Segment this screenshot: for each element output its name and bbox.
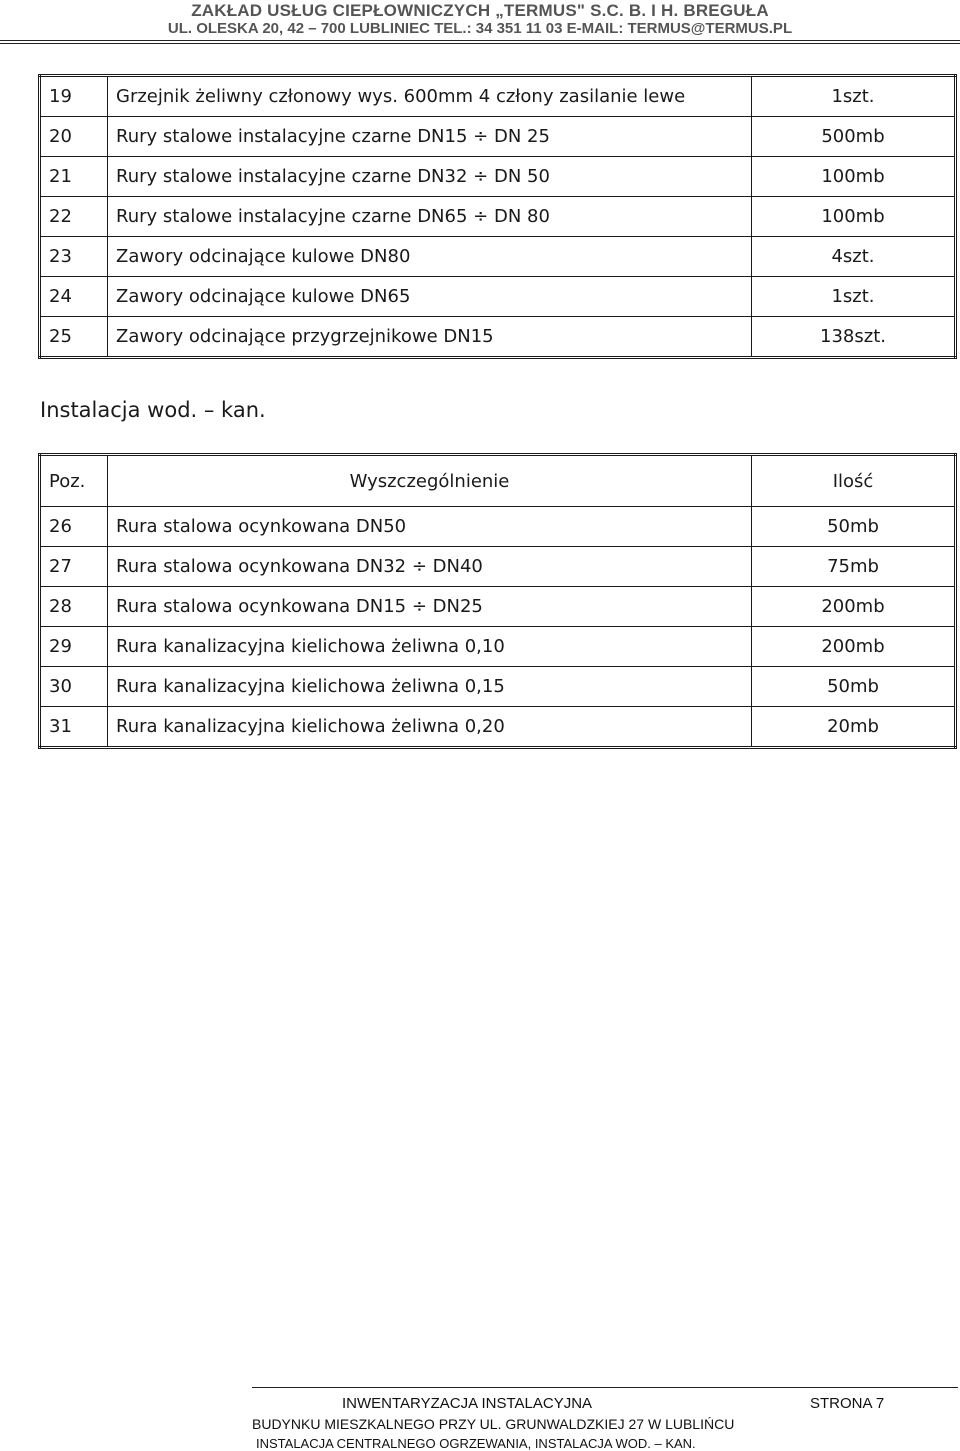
item-description: Rury stalowe instalacyjne czarne DN32 ÷ DN 50 [108, 157, 752, 197]
page-number: STRONA 7 [810, 1395, 885, 1412]
item-description: Rura stalowa ocynkowana DN32 ÷ DN40 [108, 547, 752, 587]
heating-items-table [38, 74, 957, 359]
item-quantity: 100mb [752, 197, 956, 237]
item-number: 24 [40, 277, 108, 317]
item-quantity: 75mb [752, 547, 956, 587]
item-quantity: 20mb [752, 707, 956, 748]
item-quantity: 200mb [752, 587, 956, 627]
column-header-description: Wyszczególnienie [108, 455, 752, 507]
footer-divider [252, 1387, 958, 1388]
footer-title: INWENTARYZACJA INSTALACYJNA [342, 1395, 593, 1412]
item-description: Zawory odcinające kulowe DN65 [108, 277, 752, 317]
item-description: Rura stalowa ocynkowana DN50 [108, 507, 752, 547]
item-number: 28 [40, 587, 108, 627]
item-number: 22 [40, 197, 108, 237]
item-number: 30 [40, 667, 108, 707]
item-description: Rura kanalizacyjna kielichowa żeliwna 0,20 [108, 707, 752, 748]
header-divider [0, 40, 960, 41]
item-description: Rura kanalizacyjna kielichowa żeliwna 0,10 [108, 627, 752, 667]
table-header-row [40, 455, 956, 507]
table-row [40, 317, 956, 358]
item-quantity: 4szt. [752, 237, 956, 277]
item-number: 21 [40, 157, 108, 197]
header-divider-secondary [0, 43, 960, 44]
table-row [40, 627, 956, 667]
item-description: Rury stalowe instalacyjne czarne DN65 ÷ DN 80 [108, 197, 752, 237]
item-number: 25 [40, 317, 108, 358]
item-quantity: 1szt. [752, 76, 956, 117]
table-row [40, 237, 956, 277]
column-header-quantity: Ilość [752, 455, 956, 507]
item-description: Zawory odcinające kulowe DN80 [108, 237, 752, 277]
item-quantity: 1szt. [752, 277, 956, 317]
item-quantity: 100mb [752, 157, 956, 197]
table-row [40, 157, 956, 197]
column-header-position: Poz. [40, 455, 108, 507]
table-row [40, 667, 956, 707]
item-number: 27 [40, 547, 108, 587]
item-number: 31 [40, 707, 108, 748]
page-footer [252, 1392, 958, 1451]
item-quantity: 200mb [752, 627, 956, 667]
table-row [40, 76, 956, 117]
company-name: ZAKŁAD USŁUG CIEPŁOWNICZYCH „TERMUS" S.C. B. I H. BREGUŁA [191, 1, 769, 20]
item-description: Grzejnik żeliwny członowy wys. 600mm 4 człony zasilanie lewe [108, 76, 752, 117]
water-sewage-items-table [38, 453, 957, 749]
item-number: 23 [40, 237, 108, 277]
item-number: 26 [40, 507, 108, 547]
item-number: 29 [40, 627, 108, 667]
table-row [40, 547, 956, 587]
table-row [40, 507, 956, 547]
page-header [0, 0, 960, 38]
table-row [40, 117, 956, 157]
item-description: Rura stalowa ocynkowana DN15 ÷ DN25 [108, 587, 752, 627]
item-quantity: 50mb [752, 507, 956, 547]
item-number: 20 [40, 117, 108, 157]
item-quantity: 50mb [752, 667, 956, 707]
item-description: Rury stalowe instalacyjne czarne DN15 ÷ DN 25 [108, 117, 752, 157]
item-description: Zawory odcinające przygrzejnikowe DN15 [108, 317, 752, 358]
table-row [40, 197, 956, 237]
item-quantity: 500mb [752, 117, 956, 157]
table-row [40, 277, 956, 317]
table-row [40, 587, 956, 627]
section-title: Instalacja wod. – kan. [40, 398, 266, 422]
footer-building: BUDYNKU MIESZKALNEGO PRZY UL. GRUNWALDZKIEJ 27 W LUBLIŃCU [252, 1416, 735, 1432]
company-address: UL. OLESKA 20, 42 – 700 LUBLINIEC TEL.: 34 351 11 03 E-MAIL: TERMUS@TERMUS.PL [167, 20, 793, 37]
item-quantity: 138szt. [752, 317, 956, 358]
footer-scope: INSTALACJA CENTRALNEGO OGRZEWANIA, INSTALACJA WOD. – KAN. [256, 1436, 696, 1451]
item-number: 19 [40, 76, 108, 117]
item-description: Rura kanalizacyjna kielichowa żeliwna 0,15 [108, 667, 752, 707]
table-row [40, 707, 956, 748]
